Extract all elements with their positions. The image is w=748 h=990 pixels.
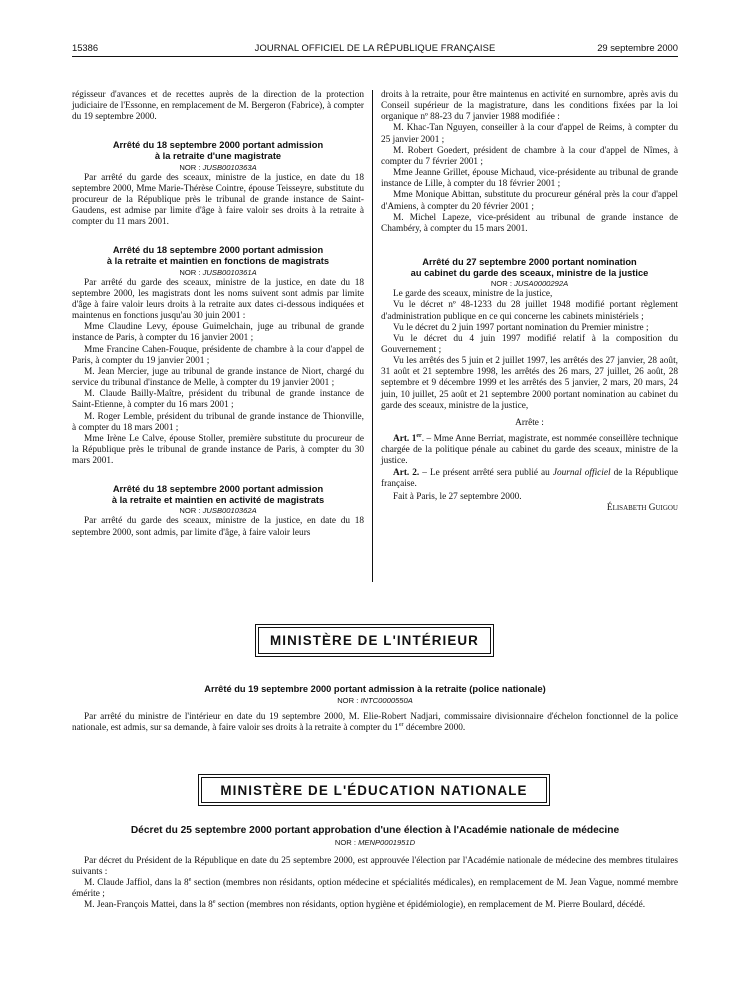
arrete-title-line: Arrêté du 18 septembre 2000 portant admission bbox=[112, 245, 324, 256]
article-1-label: Art. 1er bbox=[393, 433, 422, 445]
nor-label: NOR : bbox=[179, 162, 201, 172]
nor-label: NOR : bbox=[337, 695, 359, 705]
nor-code: JUSA0000292A bbox=[514, 279, 569, 289]
nor-reference bbox=[72, 162, 364, 173]
nor-label: NOR : bbox=[179, 506, 201, 516]
list-item: M. Khac-Tan Nguyen, conseiller à la cour d'appel de Reims, à compter du 25 janvier 2001 ; bbox=[381, 123, 678, 145]
decree-title: Décret du 25 septembre 2000 portant approbation d'une élection à l'Académie nationale de médecine bbox=[130, 825, 620, 836]
header-rule bbox=[72, 56, 678, 57]
ministry-heading-box bbox=[198, 774, 550, 806]
decree-paragraph: Vu le décret du 4 juin 1997 modifié relatif à la composition du Gouvernement ; bbox=[381, 333, 678, 355]
nor-label: NOR : bbox=[490, 279, 512, 289]
nor-reference bbox=[72, 267, 364, 278]
ministry-heading: MINISTÈRE DE L'ÉDUCATION NATIONALE bbox=[201, 777, 547, 803]
article-2: Art. 2. – Le présent arrêté sera publié au Journal officiel de la République française. bbox=[381, 467, 679, 489]
right-column bbox=[381, 90, 678, 514]
nor-code: JUSB0010362A bbox=[202, 506, 257, 516]
arrete-body: Par arrêté du garde des sceaux, ministre de la justice, en date du 18 septembre 2000, Mme Marie-Thérèse Cointre, épouse Teisseyre, substitute du procureur de la République près le tribunal de grande instance de Saint-Gaudens, est admise par limite d'âge à faire valoir ses droits à la retraite à compter du 11 mars 2001. bbox=[72, 172, 364, 228]
list-item: M. Robert Goedert, président de chambre à la cour d'appel de Nîmes, à compter du 7 février 2001 ; bbox=[381, 145, 678, 167]
arrete-title-line: à la retraite et maintien en activité de magistrats bbox=[111, 494, 325, 505]
decree-paragraph: Vu le décret nº 48-1233 du 28 juillet 1948 modifié portant règlement d'administration publique en ce qui concerne les cabinets ministériels ; bbox=[381, 300, 678, 322]
list-item: M. Michel Lapeze, vice-président au tribunal de grande instance de Chambéry, à compter du 15 mars 2001. bbox=[381, 212, 678, 234]
list-item: M. Roger Lemble, président du tribunal de grande instance de Thionville, à compter du 18 mars 2001 ; bbox=[72, 411, 364, 433]
nor-code: INTC0000550A bbox=[360, 695, 413, 705]
nor-reference bbox=[72, 837, 678, 848]
journal-title: JOURNAL OFFICIEL DE LA RÉPUBLIQUE FRANÇAISE bbox=[254, 42, 496, 53]
issue-date: 29 septembre 2000 bbox=[597, 42, 678, 53]
arrete-intro: Par arrêté du garde des sceaux, ministre de la justice, en date du 18 septembre 2000, les magistrats dont les noms suivent sont admis par limite d'âge à faire valoir leurs droits à la retraite aux dates ci-dessous indiquées et maintenus en fonctions jusqu'au 30 juin 2001 : bbox=[72, 277, 364, 322]
ministry-heading-box bbox=[255, 624, 494, 657]
arrete-title-line: au cabinet du garde des sceaux, ministre de la justice bbox=[410, 267, 649, 278]
decree-intro: Par décret du Président de la République en date du 25 septembre 2000, est approuvée l'élection par l'Académie nationale de médecine des membres titulaires suivants : bbox=[72, 855, 678, 877]
list-item: M. Claude Bailly-Maître, président du tribunal de grande instance de Saint-Etienne, à compter du 16 mars 2001 ; bbox=[72, 389, 364, 411]
arrete-title-line: Arrêté du 27 septembre 2000 portant nomination bbox=[422, 257, 637, 268]
nor-code: MENP0001951D bbox=[358, 837, 416, 847]
list-item: Mme Jeanne Grillet, épouse Michaud, vice-présidente au tribunal de grande instance de Lille, à compter du 18 février 2001 ; bbox=[381, 168, 678, 190]
list-item: Mme Monique Abittan, substitute du procureur général près la cour d'appel d'Amiens, à compter du 20 février 2001 ; bbox=[381, 190, 678, 212]
list-item: M. Jean-François Mattei, dans la 8e section (membres non résidants, option hygiène et épidémiologie), en remplacement de M. Pierre Boulard, décédé. bbox=[84, 899, 646, 911]
arrete-title-line: à la retraite d'une magistrate bbox=[154, 151, 282, 162]
ministry-heading: MINISTÈRE DE L'INTÉRIEUR bbox=[258, 627, 491, 654]
interieur-section bbox=[72, 684, 678, 734]
article-1-text: . – Mme Anne Berriat, magistrate, est nommée conseillère technique chargée de la politique pénale au cabinet du garde des sceaux, ministre de la justice. bbox=[381, 434, 678, 467]
decree-body: Par arrêté du ministre de l'intérieur en date du 19 septembre 2000, M. Elie-Robert Nadjari, commissaire divisionnaire d'échelon fonctionnel de la police nationale, est admis, sur sa demande, à faire valoir ses droits à la retraite à compter du 1er décembre 2000. bbox=[72, 711, 678, 733]
decree-title: Arrêté du 19 septembre 2000 portant admission à la retraite (police nationale) bbox=[204, 684, 546, 694]
continued-text: régisseur d'avances et de recettes auprès de la direction de la protection judiciaire de l'Essonne, en remplacement de M. Bergeron (Fabrice), à compter du 19 septembre 2000. bbox=[72, 90, 364, 123]
decree-paragraph: Vu les arrêtés des 5 juin et 2 juillet 1997, les arrêtés des 27 janvier, 28 août, 31 août et 21 septembre 1998, les arrêtés des 26 mars, 27 juillet, 26 août, 28 septembre et 9 décembre 1999 et les arrêtés des 5 janvier, 2 mars, 20 mars, 24 juin, 10 juillet, 25 août et 21 septembre 2000 portant nomination au cabinet du garde des sceaux, ministre de la justice, bbox=[381, 356, 678, 411]
nor-reference bbox=[72, 505, 364, 516]
arrete-title-line: à la retraite et maintien en fonctions de magistrats bbox=[106, 256, 330, 267]
arrete-word: Arrête : bbox=[515, 417, 544, 428]
continued-text: droits à la retraite, pour être maintenus en activité en surnombre, après avis du Conseil supérieur de la magistrature, dans les conditions fixées par la loi organique nº 88-23 du 7 janvier 1988 modifiée : bbox=[381, 90, 678, 123]
article-1 bbox=[381, 434, 678, 467]
left-column bbox=[72, 90, 364, 539]
nor-label: NOR : bbox=[334, 837, 356, 847]
list-item: M. Claude Jaffiol, dans la 8e section (membres non résidants, option médecine et spécialités médicales), en remplacement de M. Jean Vague, nommé membre émérite ; bbox=[72, 876, 678, 900]
nor-code: JUSB0010361A bbox=[202, 267, 257, 277]
nor-code: JUSB0010363A bbox=[202, 162, 257, 172]
list-item: M. Jean Mercier, juge au tribunal de grande instance de Niort, chargé du service du tribunal d'instance de Melle, à compter du 19 janvier 2001 ; bbox=[72, 366, 364, 389]
arrete-title-line: Arrêté du 18 septembre 2000 portant admission bbox=[112, 140, 324, 151]
list-item: Mme Claudine Levy, épouse Guimelchain, juge au tribunal de grande instance de Paris, à compter du 16 janvier 2001 ; bbox=[72, 322, 364, 344]
nor-reference bbox=[381, 278, 678, 289]
journal-officiel-italic: Journal officiel bbox=[552, 467, 611, 478]
page-number: 15386 bbox=[72, 42, 99, 53]
arrete-body: Par arrêté du garde des sceaux, ministre de la justice, en date du 18 septembre 2000, sont admis, par limite d'âge, à faire valoir leurs bbox=[72, 516, 364, 538]
nor-reference bbox=[72, 695, 678, 706]
decree-paragraph: Vu le décret du 2 juin 1997 portant nomination du Premier ministre ; bbox=[393, 322, 649, 333]
list-item: Mme Irène Le Calve, épouse Stoller, première substitute du procureur de la République près le tribunal de grande instance de Paris, à compter du 30 mars 2001. bbox=[72, 433, 364, 467]
nor-label: NOR : bbox=[179, 267, 201, 277]
list-item: Mme Francine Cahen-Fouque, présidente de chambre à la cour d'appel de Paris, à compter du 19 janvier 2001 ; bbox=[72, 344, 364, 366]
done-at: Fait à Paris, le 27 septembre 2000. bbox=[393, 491, 522, 502]
signature: Élisabeth Guigou bbox=[606, 503, 678, 514]
article-2-label: Art. 2. bbox=[393, 467, 420, 478]
page-header bbox=[72, 42, 678, 56]
education-section bbox=[72, 826, 678, 912]
decree-paragraph: Le garde des sceaux, ministre de la justice, bbox=[393, 289, 553, 300]
arrete-title-line: Arrêté du 18 septembre 2000 portant admission bbox=[112, 484, 324, 495]
column-divider bbox=[372, 90, 373, 582]
